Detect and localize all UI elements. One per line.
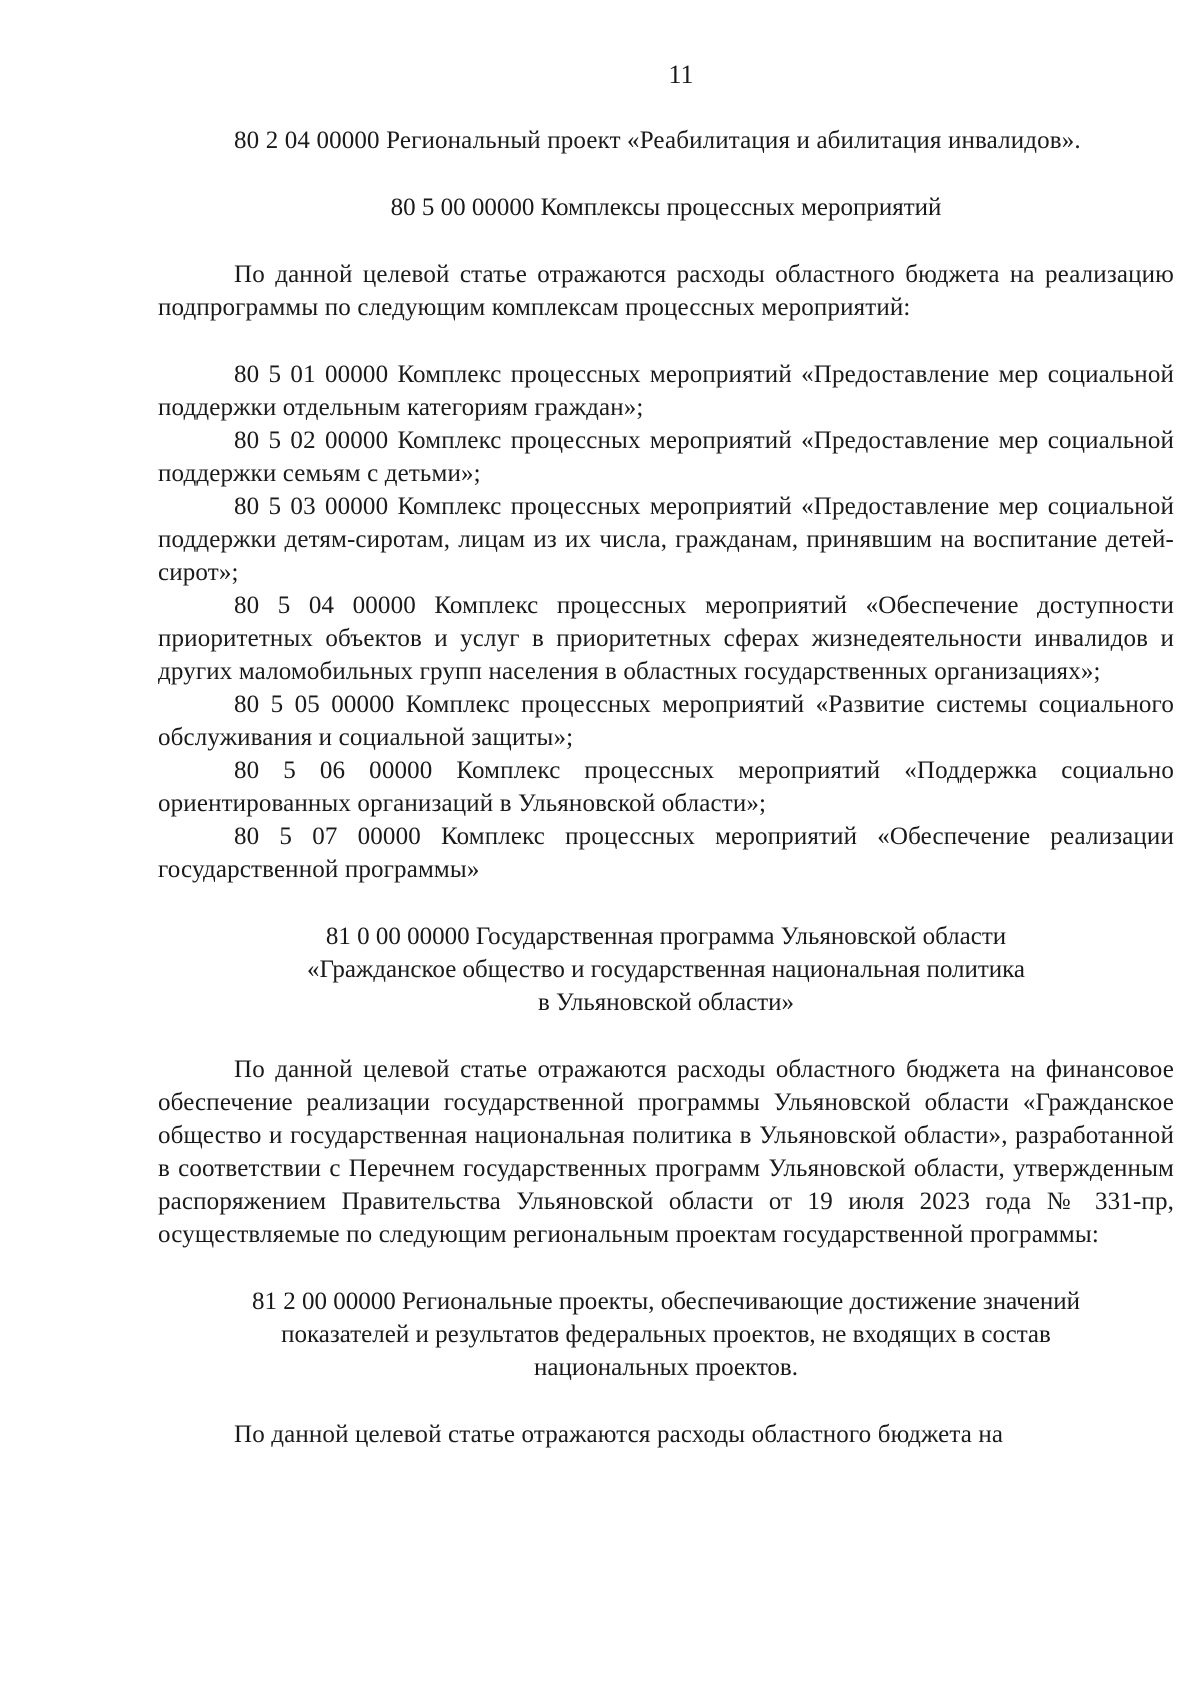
- list-item: 80 5 02 00000 Комплекс процессных мероприятий «Предоставление мер социальной поддержки семьям с детьми»;: [158, 427, 1174, 487]
- heading-state-program: [158, 920, 1174, 1019]
- list-item: 80 5 06 00000 Комплекс процессных мероприятий «Поддержка социально ориентированных организаций в Ульяновской области»;: [158, 757, 1174, 817]
- list-item: 80 5 05 00000 Комплекс процессных мероприятий «Развитие системы социального обслуживания и социальной защиты»;: [158, 691, 1174, 751]
- list-item: 80 5 01 00000 Комплекс процессных мероприятий «Предоставление мер социальной поддержки отдельным категориям граждан»;: [158, 361, 1174, 421]
- document-body: [158, 124, 1174, 1451]
- list-item: 80 5 04 00000 Комплекс процессных мероприятий «Обеспечение доступности приоритетных объектов и услуг в приоритетных сферах жизнедеятельности инвалидов и других маломобильных групп населения в областных государственных организациях»;: [158, 592, 1174, 685]
- document-page: [158, 0, 1174, 1702]
- heading-process-complexes: 80 5 00 00000 Комплексы процессных мероприятий: [390, 194, 942, 221]
- process-complexes-list: [158, 358, 1174, 886]
- paragraph-regional-project-rehabilitation: 80 2 04 00000 Региональный проект «Реабилитация и абилитация инвалидов».: [234, 127, 1081, 154]
- page-number: 11: [668, 60, 694, 89]
- paragraph-state-program: По данной целевой статье отражаются расходы областного бюджета на финансовое обеспечение реализации государственной программы Ульяновской области «Гражданское общество и государственная национальная политика в Ульяновской области», разработанной в соответствии с Перечнем государственных программ Ульяновской области, утвержденным распоряжением Правительства Ульяновской области от 19 июля 2023 года № 331-пр, осуществляемые по следующим региональным проектам государственной программы:: [158, 1056, 1174, 1248]
- paragraph-complexes-intro: По данной целевой статье отражаются расходы областного бюджета на реализацию подпрограммы по следующим комплексам процессных мероприятий:: [158, 261, 1174, 321]
- heading-line: 81 2 00 00000 Региональные проекты, обеспечивающие достижение значений: [252, 1288, 1080, 1315]
- list-item: 80 5 03 00000 Комплекс процессных мероприятий «Предоставление мер социальной поддержки детям-сиротам, лицам из их числа, гражданам, принявшим на воспитание детей-сирот»;: [158, 493, 1174, 586]
- list-item: 80 5 07 00000 Комплекс процессных мероприятий «Обеспечение реализации государственной программы»: [158, 823, 1174, 883]
- heading-line: показателей и результатов федеральных проектов, не входящих в состав: [281, 1321, 1051, 1348]
- heading-line: национальных проектов.: [534, 1354, 798, 1381]
- heading-line: «Гражданское общество и государственная национальная политика: [306, 956, 1026, 983]
- heading-line: в Ульяновской области»: [537, 989, 795, 1016]
- heading-regional-projects: [158, 1285, 1174, 1384]
- paragraph-regional-projects: По данной целевой статье отражаются расходы областного бюджета на: [234, 1421, 1004, 1448]
- heading-line: 81 0 00 00000 Государственная программа Ульяновской области: [325, 923, 1007, 950]
